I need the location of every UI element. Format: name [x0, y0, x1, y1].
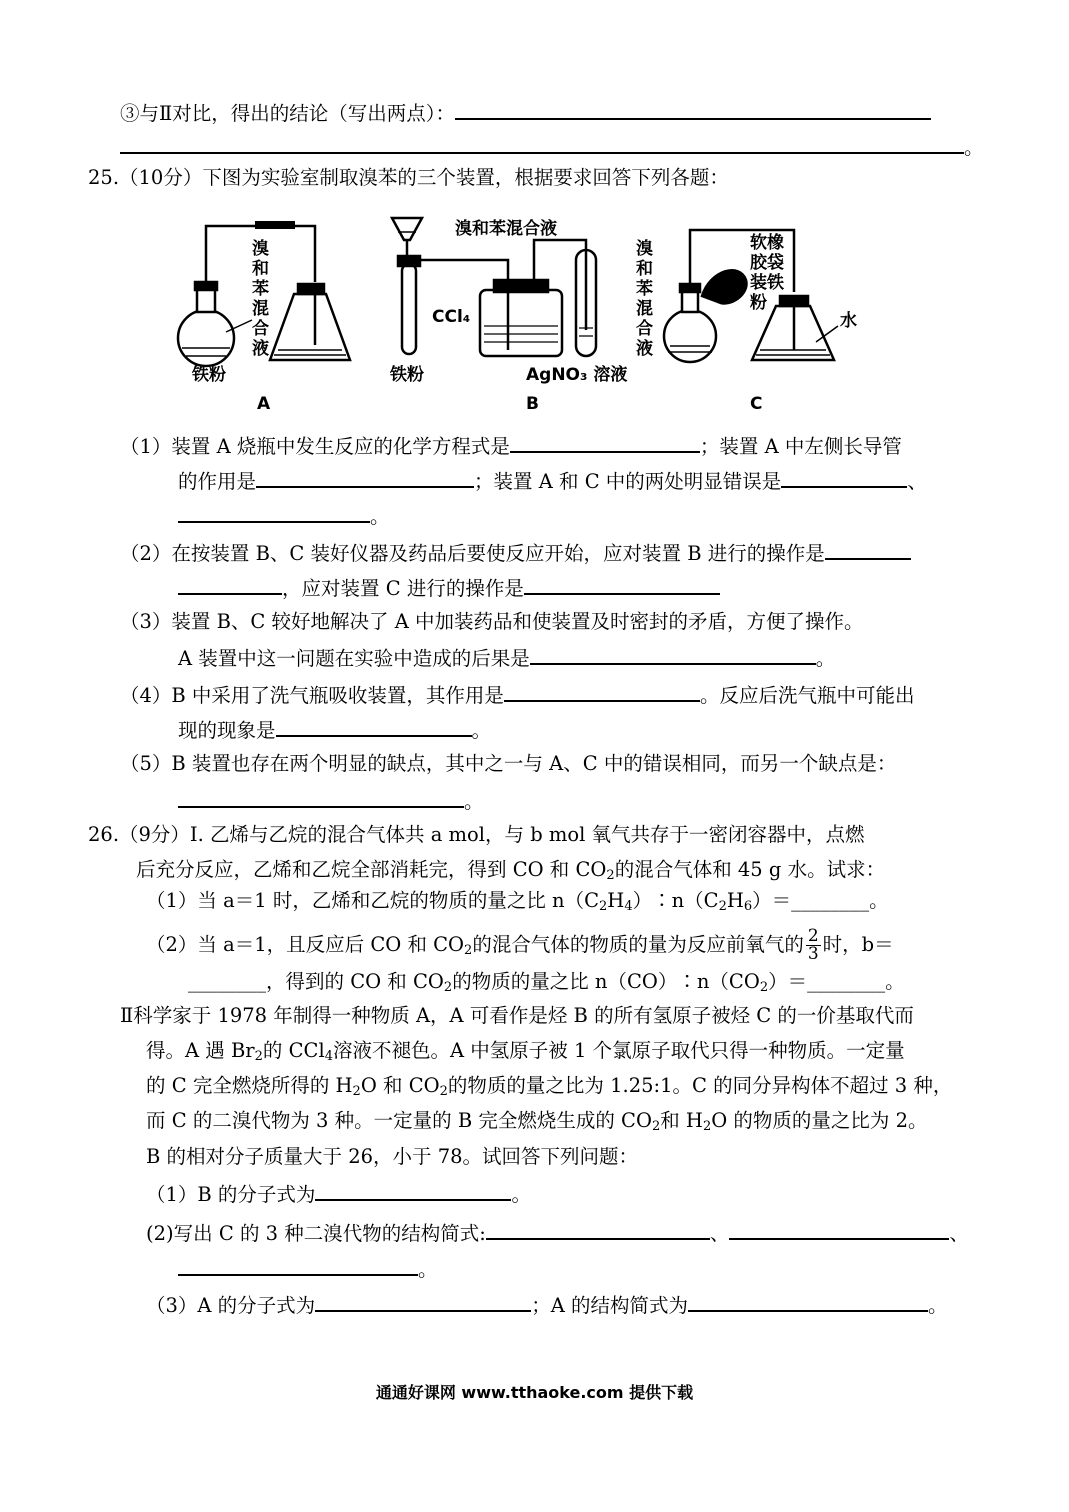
- q25-heading: 25.（10分）下图为实验室制取溴苯的三个装置，根据要求回答下列各题：: [88, 166, 729, 189]
- q25-4-line2: 现的现象是 。: [178, 719, 492, 742]
- q25-1-line2: 的作用是 ；装置 A 和 C 中的两处明显错误是 、: [178, 470, 927, 493]
- answer-blank[interactable]: [178, 575, 282, 595]
- page-footer: 通通好课网 www.tthaoke.com 提供下载: [375, 1383, 694, 1402]
- a-label-1: 溴: [252, 239, 269, 259]
- q24-3-line2: 。: [120, 134, 984, 160]
- a-letter: A: [257, 394, 271, 414]
- a-label-4: 混: [252, 299, 269, 319]
- q26-2-line2: ________，得到的 CO 和 $CO_2$的物质的量之比 $n(CO)∶n(CO_2)=\_\_\_\_\_\_\_\_$。: [188, 970, 905, 995]
- answer-blank[interactable]: [455, 100, 931, 120]
- apparatus-diagram: [170, 210, 890, 415]
- q26-II-q3: （3）A 的分子式为 ；A 的结构简式为 。: [146, 1294, 948, 1317]
- q25-2-line1: （2）在按装置 B、C 装好仪器及药品后要使反应开始，应对装置 B 进行的操作是: [120, 540, 911, 566]
- answer-blank[interactable]: [178, 788, 464, 808]
- c-label-3: 苯: [636, 279, 653, 299]
- q26-2-line1: （2）当 a＝1，且反应后 CO 和 $CO_2$的混合气体的物质的量为反应前氧气的 $\frac{2}{3}$ 时，b＝: [146, 926, 894, 964]
- answer-blank[interactable]: [276, 717, 472, 737]
- c-letter: C: [750, 394, 763, 414]
- q25-5-line1: （5）B 装置也存在两个明显的缺点，其中之一与 A、C 中的错误相同，而另一个缺点是：: [120, 752, 897, 775]
- q25-2-line2: ，应对装置 C 进行的操作是: [178, 575, 720, 601]
- answer-blank[interactable]: [315, 1181, 511, 1201]
- c-bag-label-1: 软橡: [750, 233, 784, 253]
- c-label-1: 溴: [636, 239, 653, 259]
- b-ccl4-label: CCl₄: [432, 307, 471, 327]
- b-letter: B: [526, 394, 539, 414]
- c-label-5: 合: [636, 319, 653, 339]
- q26-II-q2-line2: 。: [178, 1256, 438, 1282]
- q26-II-line1: Ⅱ科学家于 1978 年制得一种物质 A，A 可看作是烃 B 的所有氢原子被烃 C 的一价基取代而: [120, 1004, 914, 1027]
- c-label-4: 混: [636, 299, 653, 319]
- q26-II-line3: 的 C 完全燃烧所得的 $H_2O$ 和 $CO_2$的物质的量之比为 1.25:1。C 的同分异构体不超过 3 种，: [146, 1074, 953, 1099]
- c-label-2: 和: [636, 259, 653, 279]
- q25-3-line2: A 装置中这一问题在实验中造成的后果是 。: [178, 647, 836, 670]
- c-bag-label-2: 胶袋: [750, 253, 784, 273]
- q26-II-line5: B 的相对分子质量大于 26，小于 78。试回答下列问题：: [146, 1145, 639, 1168]
- q26-II-line2: 得。A 遇 $Br_2$的 CCl$_4$溶液不褪色。A 中氢原子被 1 个氯原子取代只得一种物质。一定量: [146, 1039, 905, 1064]
- answer-blank[interactable]: [729, 1220, 949, 1240]
- q25-1-line1: （1）装置 A 烧瓶中发生反应的化学方程式是 ；装置 A 中左侧长导管: [120, 435, 902, 458]
- answer-blank[interactable]: [688, 1292, 928, 1312]
- answer-blank[interactable]: [504, 682, 700, 702]
- a-label-2: 和: [252, 259, 269, 279]
- answer-blank[interactable]: [120, 134, 964, 154]
- b-top-label: 溴和苯混合液: [455, 219, 557, 239]
- q25-3-line1: （3）装置 B、C 较好地解决了 A 中加装药品和使装置及时密封的矛盾，方便了操作。: [120, 610, 864, 633]
- q26-1-line: （1）当 a＝1 时，乙烯和乙烷的物质的量之比 $n(C_2H_4)∶n(C_2H_6)=\_\_\_\_\_\_\_\_$。: [146, 889, 889, 914]
- q25-5-line2: 。: [178, 788, 484, 814]
- q26-heading: 26.（9分）Ⅰ. 乙烯与乙烷的混合气体共 a mol，与 b mol 氧气共存于一密闭容器中，点燃: [88, 823, 865, 846]
- answer-blank[interactable]: [178, 1256, 418, 1276]
- a-iron-label: 铁粉: [192, 365, 226, 385]
- q26-heading-line2: 后充分反应，乙烯和乙烷全部消耗完，得到 CO 和 $CO_2$的混合气体和 45 g 水。试求：: [136, 858, 886, 883]
- q26-II-q2: (2)写出 C 的 3 种二溴代物的结构简式: 、 、: [146, 1222, 969, 1245]
- b-iron-label: 铁粉: [390, 365, 424, 385]
- q26-II-line4: 而 C 的二溴代物为 3 种。一定量的 B 完全燃烧生成的 $CO_2$和 $H_2O$ 的物质的量之比为 2。: [146, 1109, 928, 1134]
- answer-blank[interactable]: [510, 433, 700, 453]
- answer-blank[interactable]: [315, 1292, 531, 1312]
- answer-blank[interactable]: [178, 503, 370, 523]
- answer-blank[interactable]: [486, 1220, 710, 1240]
- a-label-6: 液: [252, 339, 269, 359]
- answer-blank[interactable]: [781, 468, 907, 488]
- q24-3-line: ③与Ⅱ对比，得出的结论（写出两点）：: [120, 100, 931, 126]
- q26-II-q1: （1）B 的分子式为 。: [146, 1183, 531, 1206]
- c-label-6: 液: [636, 339, 653, 359]
- answer-blank[interactable]: [256, 468, 474, 488]
- c-water-label: 水: [840, 311, 857, 331]
- fraction: $\frac{2}{3}$: [807, 926, 819, 964]
- answer-blank[interactable]: [530, 645, 816, 665]
- b-agno3-label: AgNO₃ 溶液: [526, 365, 628, 385]
- answer-blank[interactable]: [825, 540, 911, 560]
- q25-4-line1: （4）B 中采用了洗气瓶吸收装置，其作用是 。反应后洗气瓶中可能出: [120, 684, 915, 707]
- a-label-5: 合: [252, 319, 269, 339]
- c-bag-label-3: 装铁: [750, 273, 784, 293]
- a-label-3: 苯: [252, 279, 269, 299]
- q25-1-line3: 。: [178, 503, 390, 529]
- c-bag-label-4: 粉: [750, 293, 767, 313]
- answer-blank[interactable]: [524, 575, 720, 595]
